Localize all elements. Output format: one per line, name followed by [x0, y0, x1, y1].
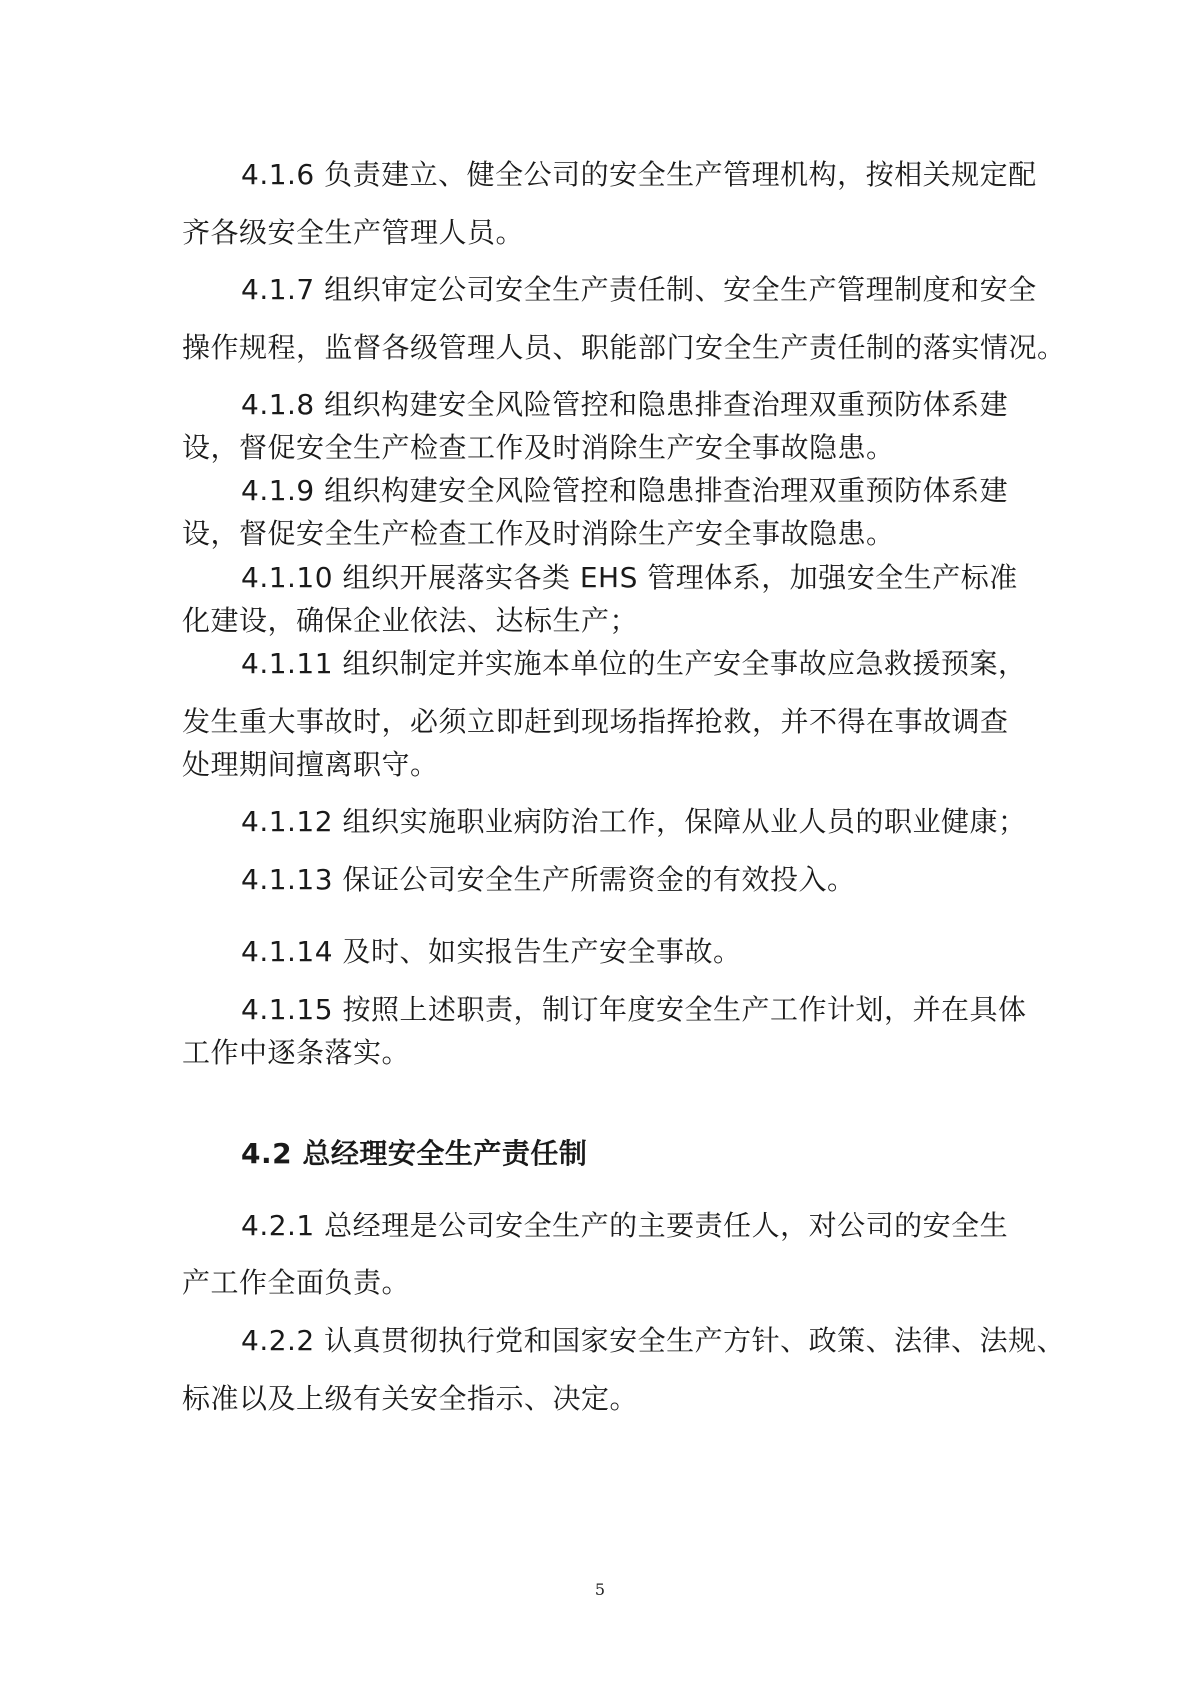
paragraph-4-2-2-line-1: 4.2.2 认真贯彻执行党和国家安全生产方针、政策、法律、法规、: [241, 1324, 1066, 1357]
paragraph-4-1-13: 4.1.13 保证公司安全生产所需资金的有效投入。: [241, 863, 856, 896]
paragraph-4-1-11-line-2: 发生重大事故时，必须立即赶到现场指挥抢救，并不得在事故调查: [182, 705, 1009, 738]
paragraph-4-1-10-line-1: 4.1.10 组织开展落实各类 EHS 管理体系，加强安全生产标准: [241, 561, 1018, 594]
paragraph-4-2-1-line-2: 产工作全面负责。: [182, 1266, 411, 1299]
section-heading-4-2: 4.2 总经理安全生产责任制: [241, 1137, 588, 1170]
paragraph-4-1-12: 4.1.12 组织实施职业病防治工作，保障从业人员的职业健康；: [241, 805, 1027, 838]
paragraph-4-1-7-line-2: 操作规程，监督各级管理人员、职能部门安全生产责任制的落实情况。: [182, 331, 1066, 364]
paragraph-4-1-9-line-2: 设，督促安全生产检查工作及时消除生产安全事故隐患。: [182, 517, 895, 550]
paragraph-4-2-2-line-2: 标准以及上级有关安全指示、决定。: [182, 1382, 639, 1415]
paragraph-4-1-6-line-1: 4.1.6 负责建立、健全公司的安全生产管理机构，按相关规定配: [241, 158, 1037, 191]
paragraph-4-1-14: 4.1.14 及时、如实报告生产安全事故。: [241, 935, 742, 968]
paragraph-4-1-6-line-2: 齐各级安全生产管理人员。: [182, 216, 525, 249]
paragraph-4-1-11-line-3: 处理期间擅离职守。: [182, 748, 439, 781]
paragraph-4-1-10-line-2: 化建设，确保企业依法、达标生产；: [182, 604, 639, 637]
paragraph-4-1-15-line-1: 4.1.15 按照上述职责，制订年度安全生产工作计划，并在具体: [241, 993, 1027, 1026]
paragraph-4-1-8-line-1: 4.1.8 组织构建安全风险管控和隐患排查治理双重预防体系建: [241, 388, 1009, 421]
paragraph-4-1-9-line-1: 4.1.9 组织构建安全风险管控和隐患排查治理双重预防体系建: [241, 474, 1009, 507]
paragraph-4-1-15-line-2: 工作中逐条落实。: [182, 1036, 411, 1069]
paragraph-4-1-11-line-1: 4.1.11 组织制定并实施本单位的生产安全事故应急救援预案，: [241, 647, 1027, 680]
paragraph-4-1-7-line-1: 4.1.7 组织审定公司安全生产责任制、安全生产管理制度和安全: [241, 273, 1037, 306]
paragraph-4-1-8-line-2: 设，督促安全生产检查工作及时消除生产安全事故隐患。: [182, 431, 895, 464]
paragraph-4-2-1-line-1: 4.2.1 总经理是公司安全生产的主要责任人，对公司的安全生: [241, 1209, 1009, 1242]
page-number: 5: [594, 1580, 606, 1599]
